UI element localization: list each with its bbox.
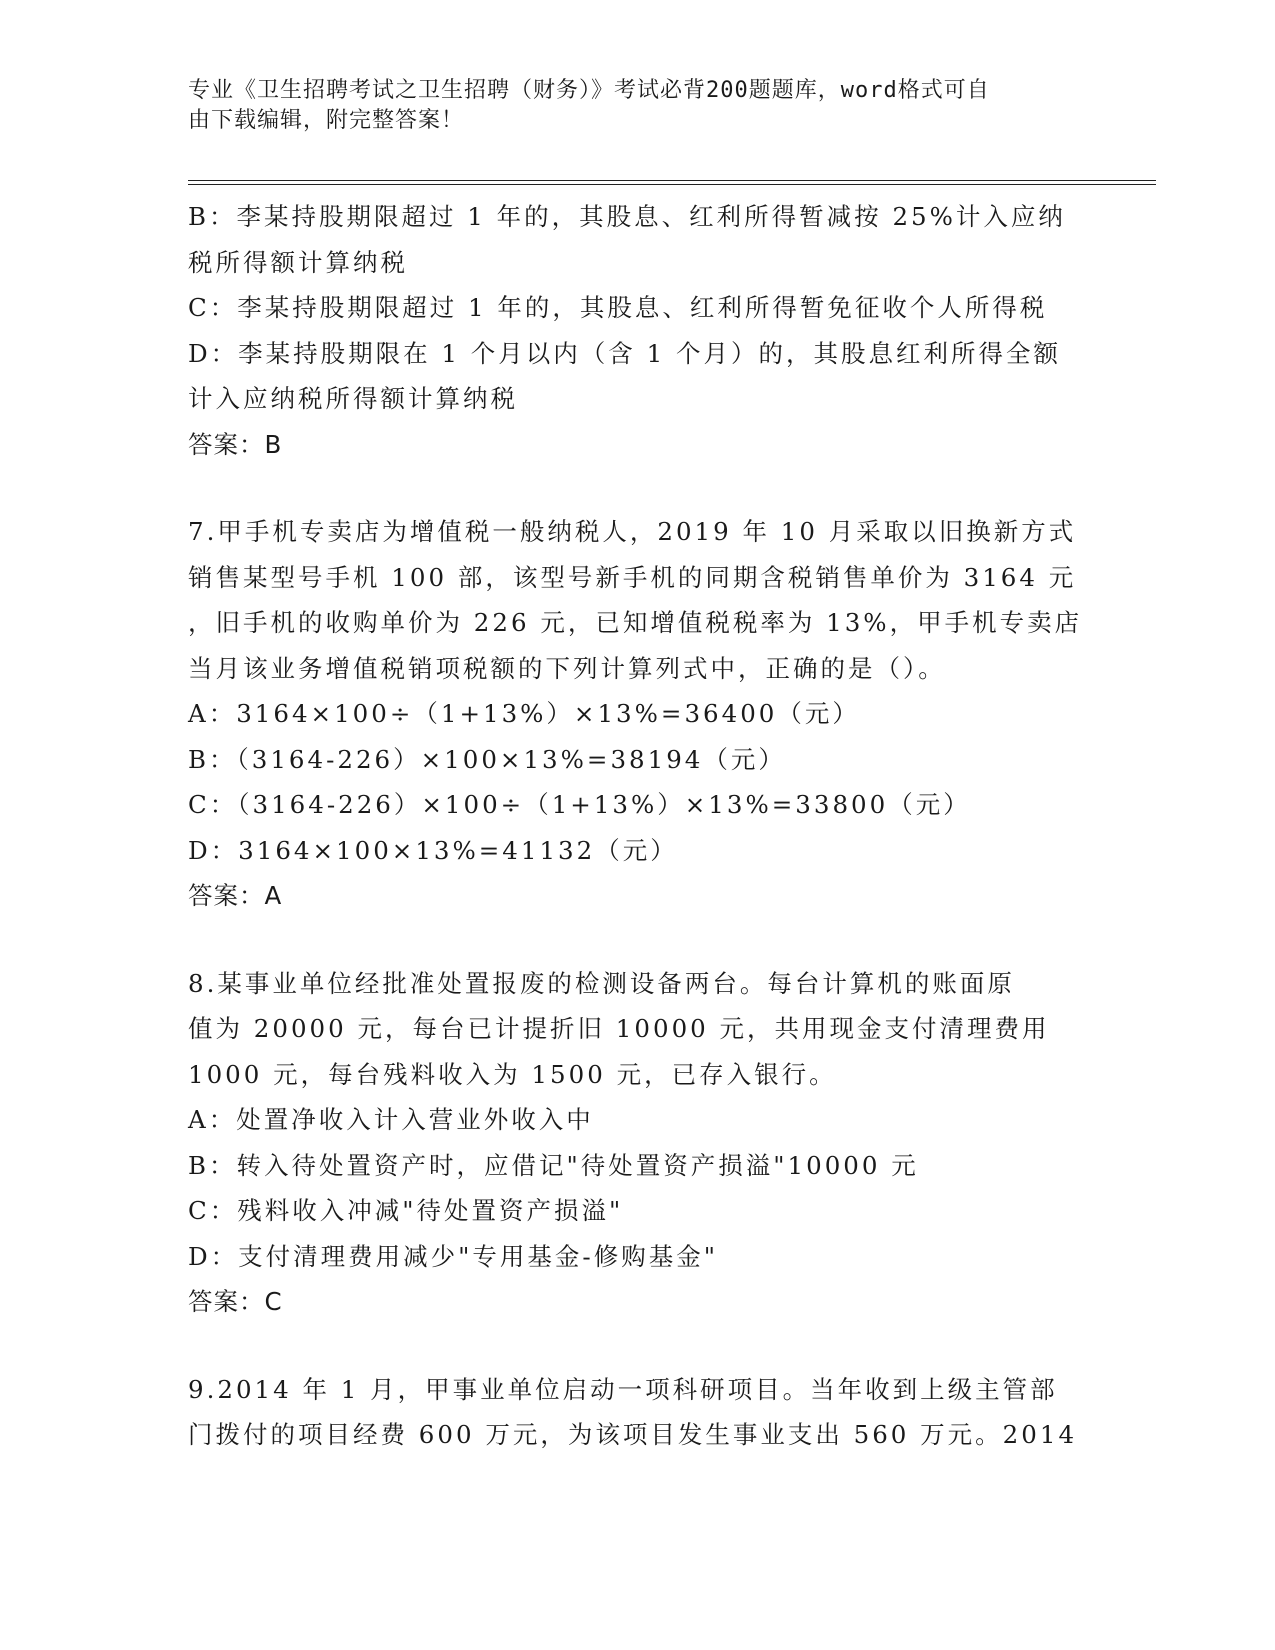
- question-block: [188, 1367, 1088, 1458]
- option-line: B：转入待处置资产时，应借记"待处置资产损溢"10000 元: [188, 1150, 919, 1180]
- question-block: [188, 194, 1088, 467]
- question-line: 1000 元，每台残料收入为 1500 元，已存入银行。: [188, 1059, 837, 1089]
- question-line: 门拨付的项目经费 600 万元，为该项目发生事业支出 560 万元。2014: [188, 1420, 1078, 1449]
- option-line: D：3164×100×13%=41132（元）: [188, 835, 678, 865]
- question-content: [188, 194, 1088, 1458]
- header-divider-top: [188, 180, 1156, 181]
- option-line: C：李某持股期限超过 1 年的，其股息、红利所得暂免征收个人所得税: [188, 293, 1048, 322]
- header-line-2: 由下载编辑，附完整答案！: [188, 108, 465, 133]
- question-line: 7.甲手机专卖店为增值税一般纳税人，2019 年 10 月采取以旧换新方式: [188, 517, 1077, 546]
- answer-line: 答案：C: [188, 1287, 283, 1316]
- block-spacer: [188, 919, 1088, 961]
- answer-line: 答案：B: [188, 429, 283, 459]
- option-line: C：（3164-226）×100÷（1+13%）×13%=33800（元）: [188, 790, 971, 819]
- question-line: 8.某事业单位经批准处置报废的检测设备两台。每台计算机的账面原: [188, 968, 1015, 998]
- option-line: 税所得额计算纳税: [188, 247, 408, 277]
- block-spacer: [188, 1325, 1088, 1367]
- document-header: [188, 76, 1068, 136]
- option-line: A：处置净收入计入营业外收入中: [188, 1105, 594, 1134]
- header-divider-bottom: [188, 184, 1156, 185]
- option-line: D：李某持股期限在 1 个月以内（含 1 个月）的，其股息红利所得全额: [188, 338, 1061, 368]
- question-line: ，旧手机的收购单价为 226 元，已知增值税税率为 13%，甲手机专卖店: [188, 608, 1083, 637]
- question-line: 销售某型号手机 100 部，该型号新手机的同期含税销售单价为 3164 元: [188, 562, 1077, 592]
- question-line: 当月该业务增值税销项税额的下列计算列式中，正确的是（）。: [188, 653, 946, 683]
- block-spacer: [188, 467, 1088, 509]
- question-line: 值为 20000 元，每台已计提折旧 10000 元，共用现金支付清理费用: [188, 1014, 1050, 1043]
- question-line: 9.2014 年 1 月，甲事业单位启动一项科研项目。当年收到上级主管部: [188, 1374, 1058, 1404]
- question-block: [188, 509, 1088, 919]
- option-line: C：残料收入冲减"待处置资产损溢": [188, 1196, 624, 1225]
- option-line: 计入应纳税所得额计算纳税: [188, 384, 518, 413]
- answer-line: 答案：A: [188, 881, 283, 910]
- option-line: A：3164×100÷（1+13%）×13%=36400（元）: [188, 699, 860, 728]
- option-line: B：（3164-226）×100×13%=38194（元）: [188, 744, 786, 774]
- question-block: [188, 961, 1088, 1325]
- header-line-1: 专业《卫生招聘考试之卫生招聘（财务）》考试必背200题题库，word格式可自: [188, 78, 990, 103]
- option-line: D：支付清理费用减少"专用基金-修购基金": [188, 1241, 718, 1271]
- option-line: B：李某持股期限超过 1 年的，其股息、红利所得暂减按 25%计入应纳: [188, 202, 1066, 231]
